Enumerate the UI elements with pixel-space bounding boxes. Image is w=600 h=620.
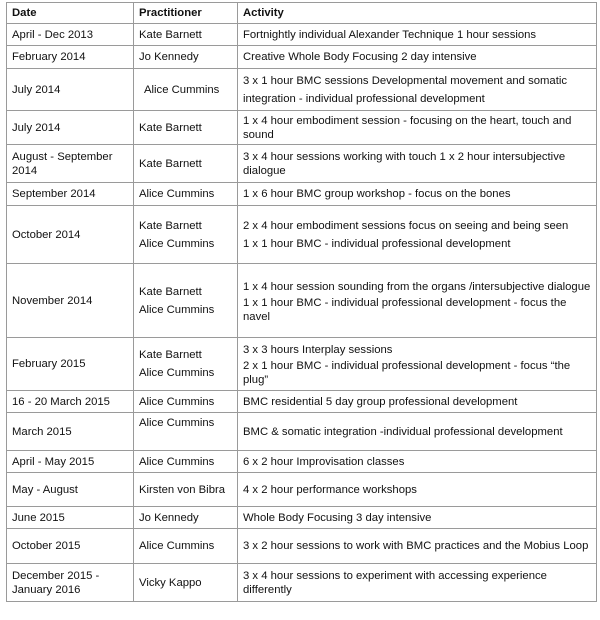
table-row	[7, 145, 597, 183]
activity-cell	[238, 413, 597, 451]
activity-cell	[238, 24, 597, 46]
activity-text: BMC & somatic integration -individual professional development	[243, 425, 563, 438]
table-row	[7, 111, 597, 145]
activity-text: 3 x 1 hour BMC sessions Developmental movement and somatic integration - individual professional development	[243, 74, 567, 105]
date-cell	[7, 111, 134, 145]
table-header-row	[7, 3, 597, 24]
practitioner-cell	[134, 183, 238, 206]
activity-text: 1 x 1 hour BMC - individual professional development	[243, 237, 511, 250]
table-row	[7, 413, 597, 451]
practitioner-text: Alice Cummins	[139, 303, 215, 316]
practitioner-text: Kate Barnett	[139, 157, 202, 170]
practitioner-text: Alice Cummins	[144, 83, 220, 96]
practitioner-cell	[134, 507, 238, 529]
header-date: Date	[7, 3, 134, 24]
date-cell	[7, 451, 134, 473]
activity-text: 2 x 1 hour BMC - individual professional development - focus “the plug”	[243, 360, 571, 386]
activity-text: 2 x 4 hour embodiment sessions focus on seeing and being seen	[243, 219, 569, 232]
practitioner-cell	[134, 206, 238, 264]
table-row	[7, 473, 597, 507]
practitioner-text: Alice Cummins	[139, 455, 215, 468]
activity-text: 3 x 2 hour sessions to work with BMC practices and the Mobius Loop	[243, 540, 589, 552]
date-text: July 2014	[12, 121, 61, 134]
table-row	[7, 451, 597, 473]
activity-cell	[238, 264, 597, 338]
table-row	[7, 206, 597, 264]
table-row	[7, 564, 597, 602]
date-text: May - August	[12, 483, 78, 496]
date-text: September 2014	[12, 188, 96, 200]
practitioner-text: Alice Cummins	[139, 237, 215, 250]
practitioner-cell	[134, 413, 238, 451]
activity-text: 1 x 6 hour BMC group workshop - focus on the bones	[243, 188, 511, 200]
practitioner-text: Kate Barnett	[139, 28, 202, 41]
activity-text: Creative Whole Body Focusing 2 day intensive	[243, 51, 477, 63]
table-row	[7, 183, 597, 206]
practitioner-cell	[134, 391, 238, 413]
practitioner-text: Kate Barnett	[139, 349, 202, 361]
activity-text: 4 x 2 hour performance workshops	[243, 483, 417, 496]
table-row	[7, 391, 597, 413]
header-activity: Activity	[238, 3, 597, 24]
practitioner-text: Kirsten von Bibra	[139, 483, 226, 496]
activity-cell	[238, 564, 597, 602]
practitioner-cell	[134, 264, 238, 338]
practitioner-text: Alice Cummins	[139, 417, 215, 429]
practitioner-cell	[134, 529, 238, 564]
practitioner-text: Vicky Kappo	[139, 576, 202, 589]
activity-cell	[238, 338, 597, 391]
table-row	[7, 529, 597, 564]
activity-cell	[238, 46, 597, 69]
date-text: February 2014	[12, 51, 86, 63]
practitioner-text: Alice Cummins	[139, 188, 215, 200]
header-practitioner: Practitioner	[134, 3, 238, 24]
practitioner-cell	[134, 338, 238, 391]
activity-cell	[238, 451, 597, 473]
practitioner-cell	[134, 69, 238, 111]
practitioner-text: Kate Barnett	[139, 285, 202, 298]
activity-cell	[238, 145, 597, 183]
activity-text: 1 x 4 hour embodiment session - focusing on the heart, touch and sound	[243, 114, 572, 141]
date-cell	[7, 264, 134, 338]
table-row	[7, 264, 597, 338]
practitioner-cell	[134, 24, 238, 46]
activity-text: 1 x 4 hour session sounding from the organs /intersubjective dialogue	[243, 280, 591, 293]
table-row	[7, 507, 597, 529]
activity-text: 1 x 1 hour BMC - individual professional development - focus the navel	[243, 296, 567, 323]
table-row	[7, 46, 597, 69]
date-cell	[7, 473, 134, 507]
activity-cell	[238, 206, 597, 264]
activity-text: 3 x 3 hours Interplay sessions	[243, 344, 393, 356]
practitioner-text: Jo Kennedy	[139, 51, 199, 63]
date-cell	[7, 338, 134, 391]
practitioner-cell	[134, 145, 238, 183]
date-text: July 2014	[12, 83, 61, 96]
activity-cell	[238, 183, 597, 206]
practitioner-text: Alice Cummins	[139, 540, 215, 552]
date-cell	[7, 529, 134, 564]
activity-cell	[238, 529, 597, 564]
date-text: 16 - 20 March 2015	[12, 395, 110, 408]
activity-text: BMC residential 5 day group professional development	[243, 395, 518, 408]
date-cell	[7, 69, 134, 111]
activity-text: 3 x 4 hour sessions working with touch 1 x 2 hour intersubjective dialogue	[243, 150, 566, 177]
date-text: October 2015	[12, 540, 81, 552]
activity-cell	[238, 507, 597, 529]
date-text: December 2015 - January 2016	[12, 569, 100, 596]
practitioner-text: Kate Barnett	[139, 121, 202, 134]
activity-text: 6 x 2 hour Improvisation classes	[243, 455, 405, 468]
practitioner-text: Jo Kennedy	[139, 511, 199, 524]
table-row	[7, 69, 597, 111]
practitioner-cell	[134, 564, 238, 602]
date-cell	[7, 507, 134, 529]
activity-text: 3 x 4 hour sessions to experiment with accessing experience differently	[243, 569, 547, 596]
activity-cell	[238, 69, 597, 111]
activity-cell	[238, 391, 597, 413]
date-cell	[7, 391, 134, 413]
date-cell	[7, 24, 134, 46]
practitioner-cell	[134, 46, 238, 69]
practitioner-cell	[134, 473, 238, 507]
date-cell	[7, 206, 134, 264]
activity-cell	[238, 473, 597, 507]
practitioner-cell	[134, 111, 238, 145]
table-row	[7, 24, 597, 46]
practitioner-cell	[134, 451, 238, 473]
date-text: February 2015	[12, 358, 86, 370]
date-cell	[7, 183, 134, 206]
practitioner-text: Alice Cummins	[139, 367, 215, 379]
date-text: June 2015	[12, 511, 65, 524]
date-cell	[7, 46, 134, 69]
date-text: November 2014	[12, 294, 93, 307]
practitioner-text: Kate Barnett	[139, 219, 202, 232]
date-text: April - Dec 2013	[12, 28, 93, 41]
activity-cell	[238, 111, 597, 145]
date-text: April - May 2015	[12, 455, 95, 468]
practitioner-text: Alice Cummins	[139, 395, 215, 408]
activity-table	[6, 2, 597, 602]
date-cell	[7, 413, 134, 451]
activity-text: Whole Body Focusing 3 day intensive	[243, 511, 432, 524]
date-text: March 2015	[12, 425, 72, 438]
date-cell	[7, 145, 134, 183]
date-text: October 2014	[12, 228, 81, 241]
date-cell	[7, 564, 134, 602]
table-row	[7, 338, 597, 391]
date-text: August - September 2014	[12, 150, 113, 177]
activity-text: Fortnightly individual Alexander Technique 1 hour sessions	[243, 28, 537, 41]
